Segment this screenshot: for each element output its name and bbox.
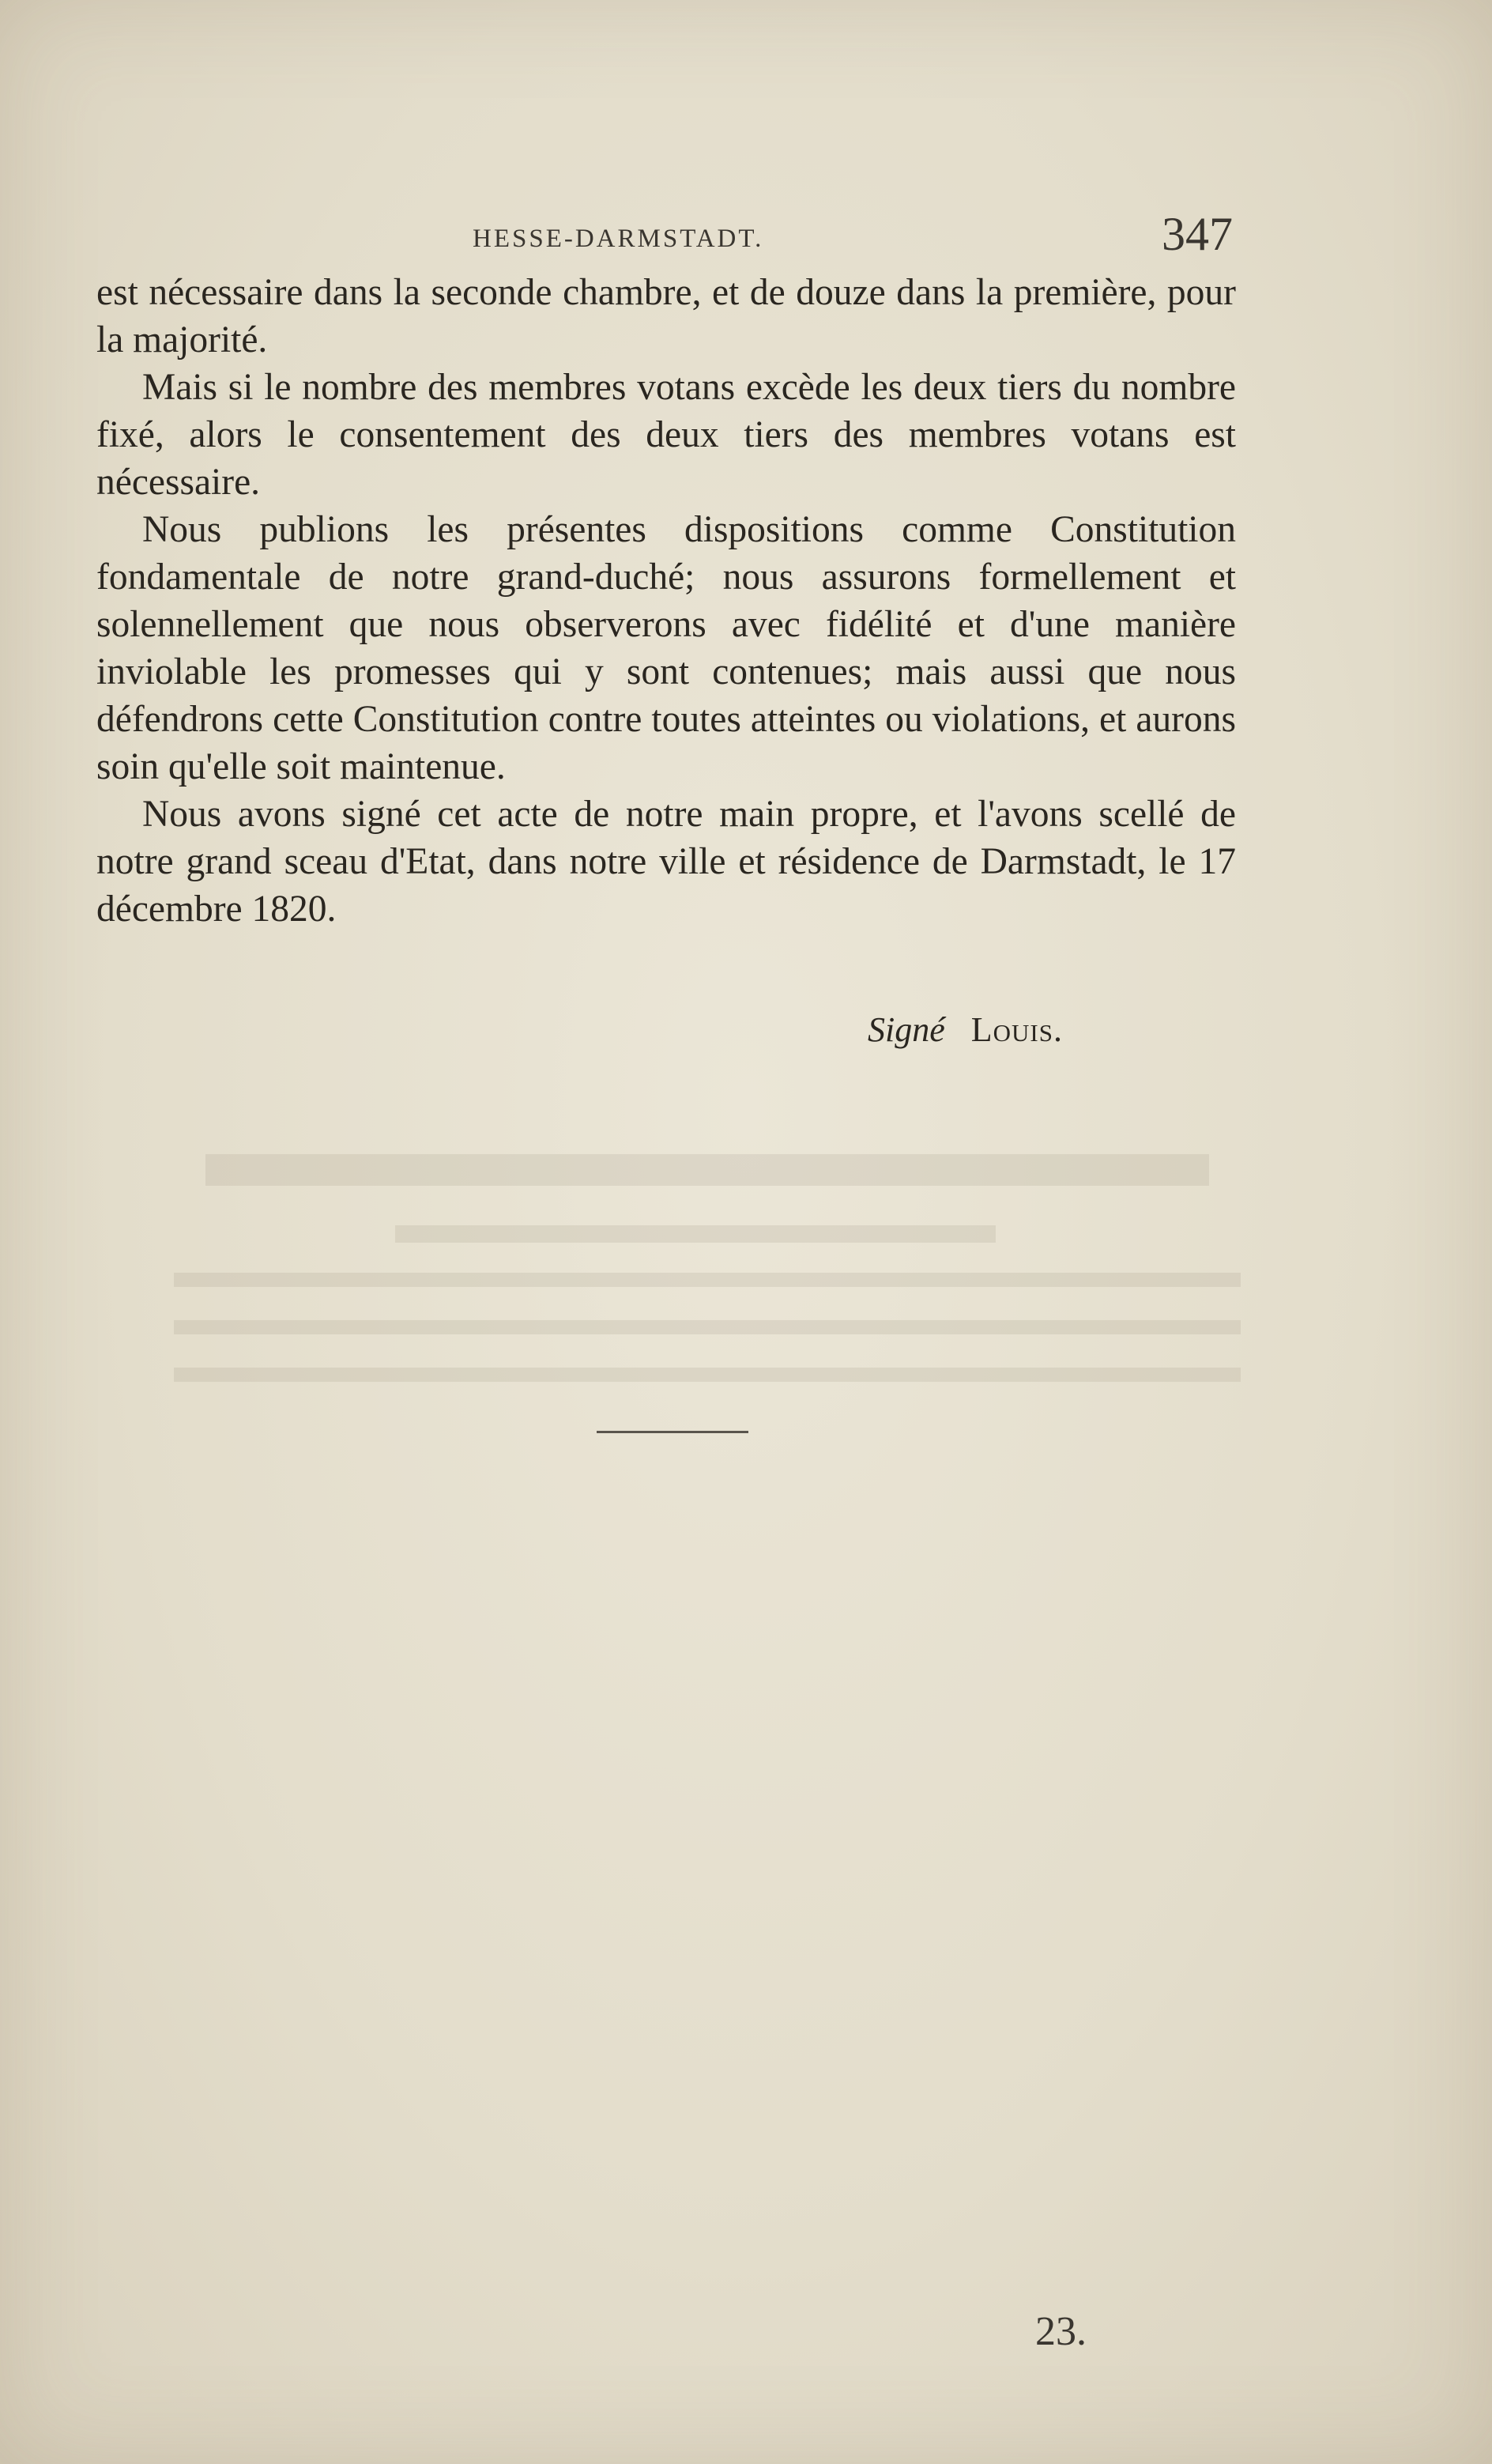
page-header [93,207,1239,270]
paragraph: Nous publions les présentes dispositions comme Constitution fondamentale de notre grand-duché; nous assurons formellement et solennellement que nous observerons avec fidélité et d'une manière inviolable les promesses qui y sont contenues; mais aussi que nous défendrons cette Constitution contre toutes atteintes ou violations, et aurons soin qu'elle soit maintenue. [96,509,1236,787]
paragraph: est nécessaire dans la seconde chambre, et de douze dans la première, pour la majorité. [96,272,1236,360]
running-head: HESSE-DARMSTADT. [473,225,764,253]
printer-signature-mark: 23. [1035,2309,1087,2354]
signature-line [868,1009,1063,1050]
signature-name: Louis. [970,1010,1063,1049]
paragraph: Nous avons signé cet acte de notre main propre, et l'avons scellé de notre grand sceau d'Etat, dans notre ville et résidence de Darmstadt, le 17 décembre 1820. [96,794,1236,930]
page-number: 347 [1162,208,1233,260]
signature-signe: Signé [868,1010,945,1049]
paragraph: Mais si le nombre des membres votans excède les deux tiers du nombre fixé, alors le consentement des deux tiers des membres votans est nécessaire. [96,367,1236,503]
section-divider [597,1431,748,1433]
body-text [96,269,1236,933]
show-through-text [174,1138,1241,1391]
